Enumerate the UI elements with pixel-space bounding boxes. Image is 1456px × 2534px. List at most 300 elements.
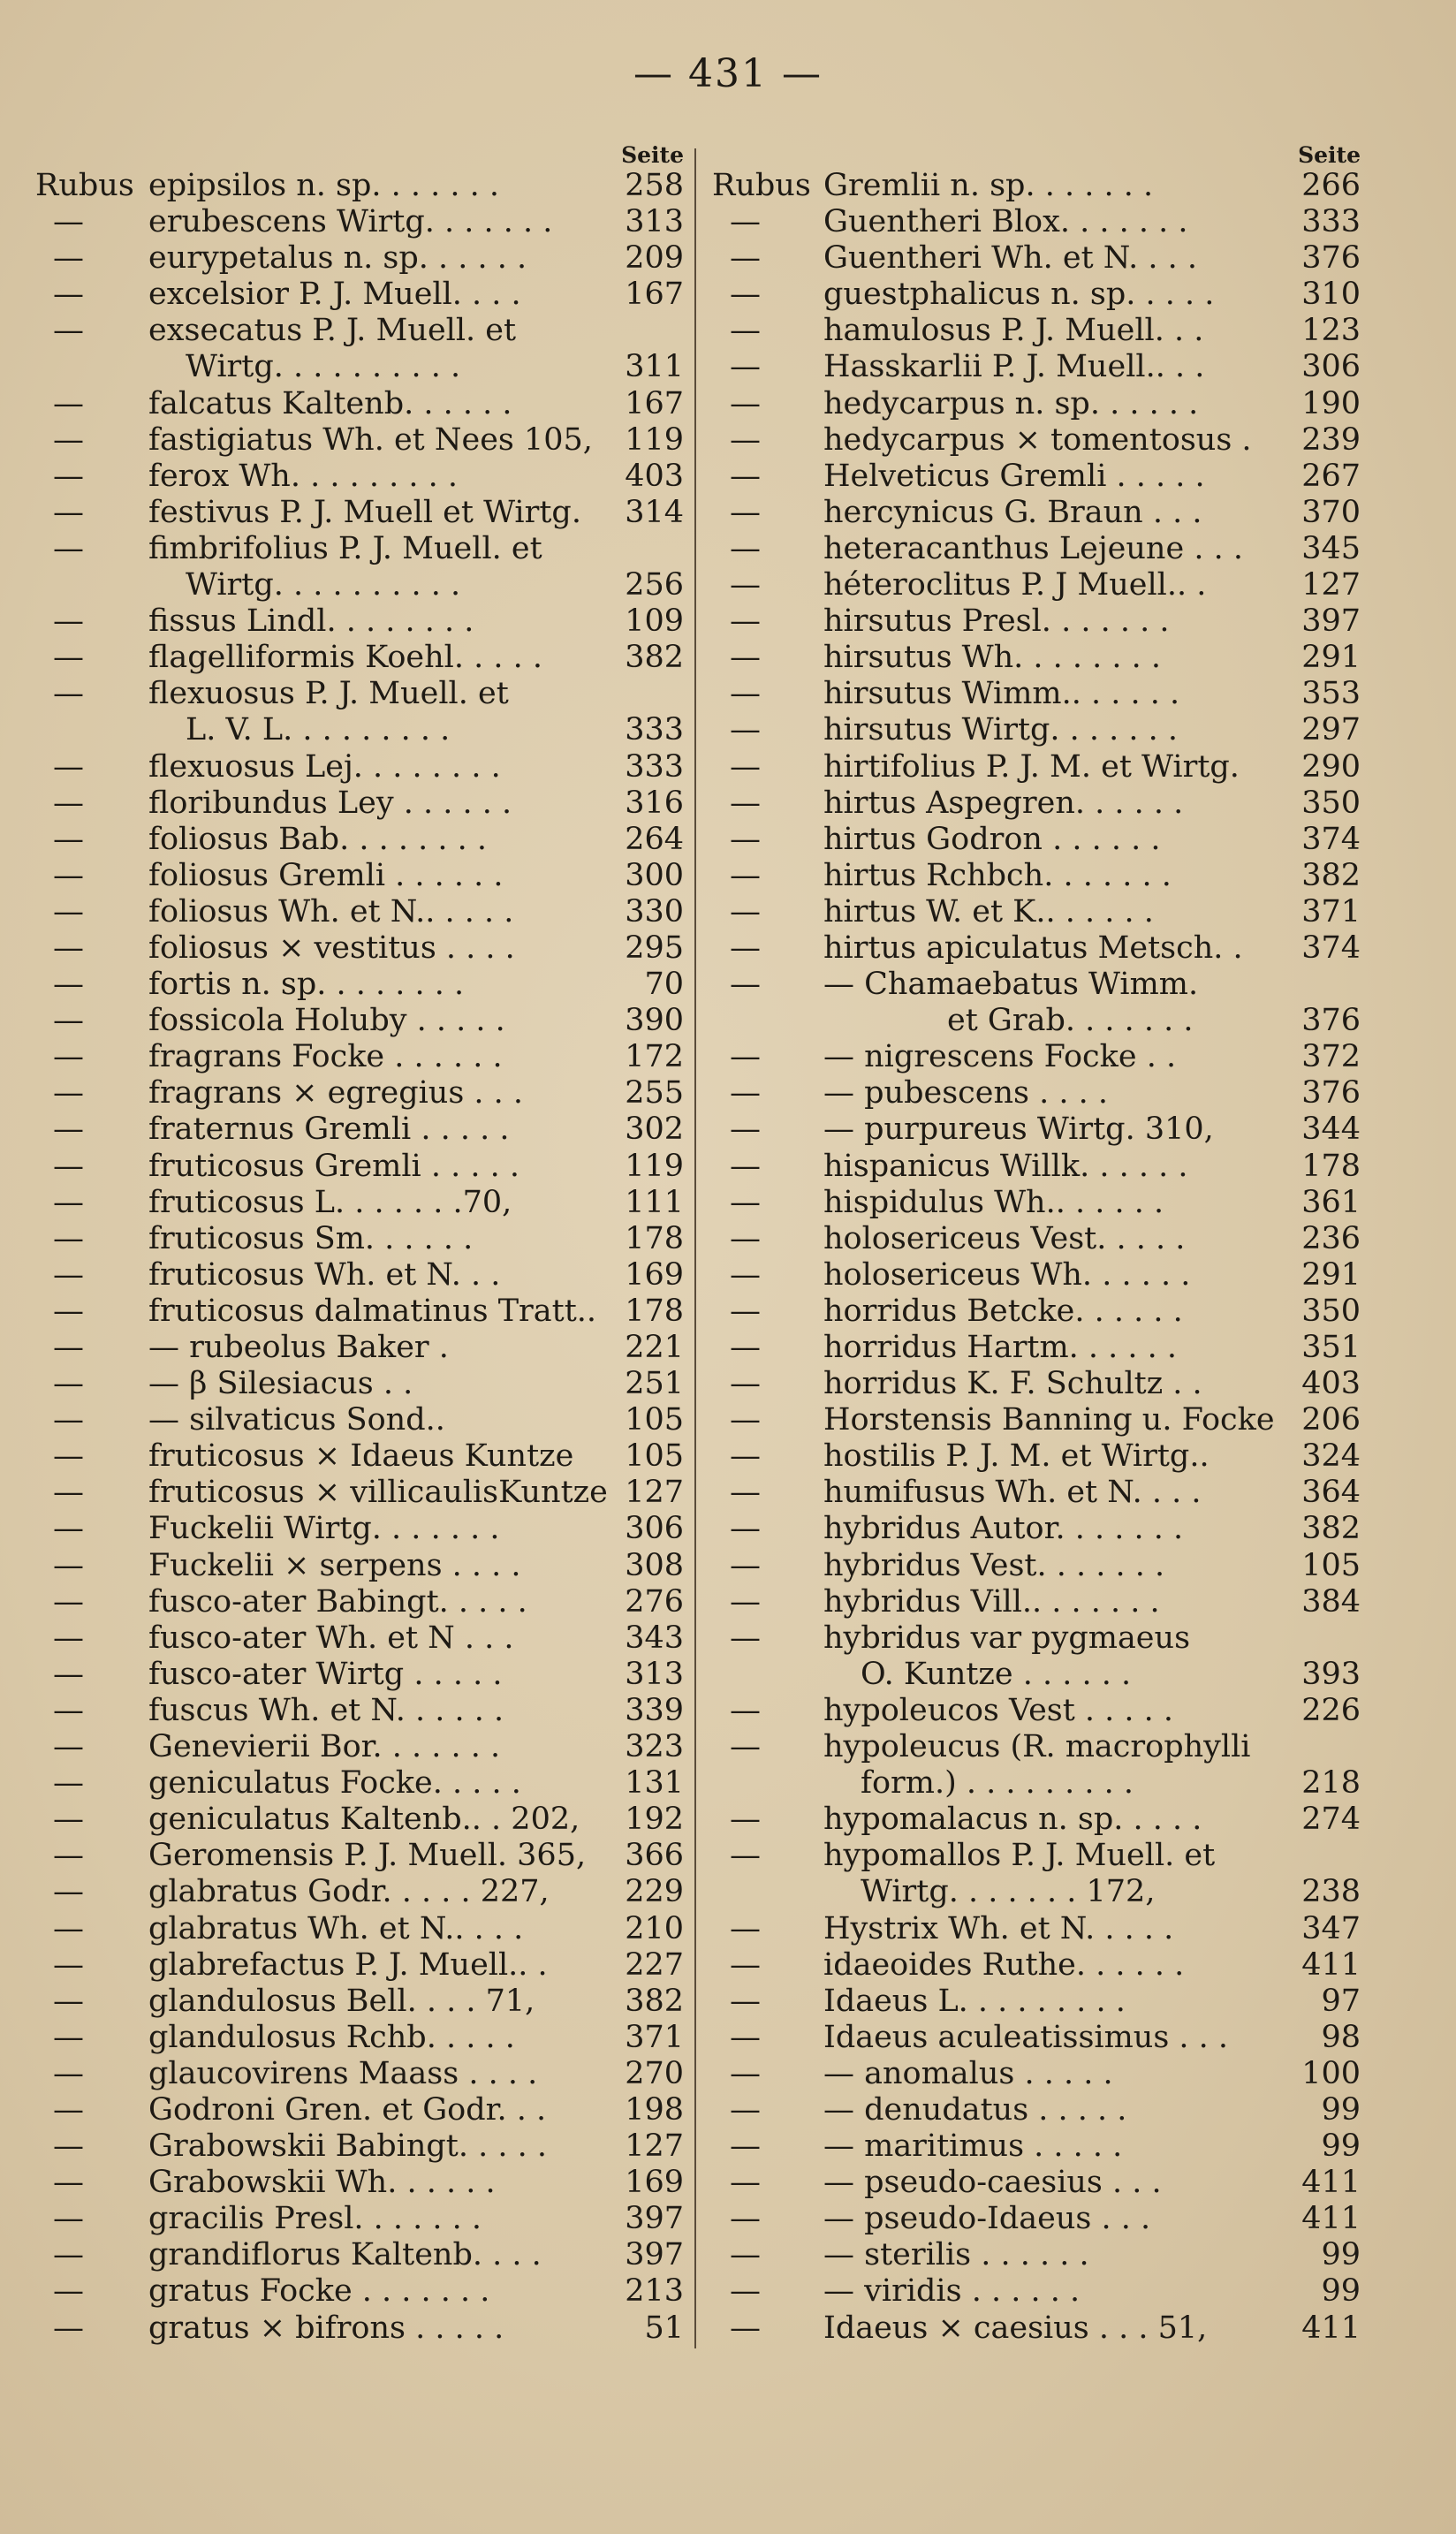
ditto-dash: — bbox=[53, 421, 84, 458]
index-entry bbox=[712, 204, 1366, 240]
ditto-dash: — bbox=[730, 1330, 761, 1365]
index-entry bbox=[712, 822, 1366, 858]
species-name: hirsutus Wimm.. . . . . . bbox=[823, 676, 1180, 712]
ditto-dash: — bbox=[730, 1583, 761, 1620]
species-name: hamulosus P. J. Muell. . . bbox=[823, 313, 1204, 349]
index-entry bbox=[35, 1802, 689, 1838]
index-entry bbox=[712, 1475, 1366, 1511]
index-entry bbox=[712, 785, 1366, 822]
page-reference: 310 bbox=[1301, 277, 1361, 313]
species-name: falcatus Kaltenb. . . . . . bbox=[148, 385, 512, 421]
ditto-dash: — bbox=[730, 1511, 761, 1547]
index-entry bbox=[35, 1693, 689, 1729]
species-name: fastigiatus Wh. et Nees 105, bbox=[148, 421, 593, 458]
genus-label: Rubus bbox=[35, 168, 134, 203]
species-name: Fuckelii × serpens . . . . bbox=[148, 1547, 521, 1583]
species-name: idaeoides Ruthe. . . . . . bbox=[823, 1946, 1185, 1983]
page-reference: 178 bbox=[625, 1293, 684, 1329]
species-name: Fuckelii Wirtg. . . . . . . bbox=[148, 1511, 500, 1547]
ditto-dash: — bbox=[730, 2128, 761, 2165]
index-entry bbox=[712, 1075, 1366, 1111]
page-reference: 370 bbox=[1301, 494, 1361, 530]
species-name: fruticosus × Idaeus Kuntze bbox=[148, 1438, 574, 1475]
ditto-dash: — bbox=[53, 893, 84, 929]
index-entry bbox=[712, 567, 1366, 603]
species-name: Idaeus aculeatissimus . . . bbox=[823, 2019, 1229, 2055]
index-entry bbox=[35, 1765, 689, 1802]
page-reference: 313 bbox=[625, 1656, 684, 1692]
species-name: hispanicus Willk. . . . . . bbox=[823, 1148, 1188, 1184]
index-entry bbox=[712, 240, 1366, 277]
ditto-dash: — bbox=[730, 893, 761, 929]
seite-header: Seite bbox=[1298, 142, 1361, 168]
page-reference: 376 bbox=[1301, 1075, 1361, 1111]
ditto-dash: — bbox=[730, 277, 761, 313]
species-name: fruticosus Wh. et N. . . bbox=[148, 1256, 501, 1293]
ditto-dash: — bbox=[730, 530, 761, 566]
page-reference: 403 bbox=[1301, 1366, 1361, 1402]
species-name: Genevierii Bor. . . . . . . bbox=[148, 1729, 501, 1765]
index-entry bbox=[712, 1620, 1366, 1657]
ditto-dash: — bbox=[730, 385, 761, 421]
ditto-dash: — bbox=[53, 1692, 84, 1728]
species-name: — purpureus Wirtg. 310, bbox=[823, 1111, 1214, 1148]
page-reference: 291 bbox=[1301, 1256, 1361, 1293]
page-reference: 330 bbox=[625, 893, 684, 929]
index-entry bbox=[712, 2020, 1366, 2056]
ditto-dash: — bbox=[53, 2165, 84, 2201]
page-reference: 393 bbox=[1301, 1656, 1361, 1692]
index-entry bbox=[712, 1838, 1366, 1874]
ditto-dash: — bbox=[730, 2310, 761, 2346]
page-reference: 251 bbox=[625, 1366, 684, 1402]
ditto-dash: — bbox=[730, 929, 761, 966]
page-reference: 308 bbox=[625, 1547, 684, 1583]
page-reference: 323 bbox=[625, 1729, 684, 1765]
species-name: — silvaticus Sond.. bbox=[148, 1402, 445, 1438]
species-name: hirtus W. et K.. . . . . . bbox=[823, 893, 1154, 929]
page-reference: 350 bbox=[1301, 1293, 1361, 1329]
page-reference: 98 bbox=[1321, 2019, 1361, 2055]
ditto-dash: — bbox=[53, 1220, 84, 1256]
page-reference: 111 bbox=[625, 1184, 684, 1220]
ditto-dash: — bbox=[53, 313, 84, 349]
species-name: flexuosus Lej. . . . . . . . bbox=[148, 748, 501, 785]
index-entry bbox=[712, 603, 1366, 640]
ditto-dash: — bbox=[730, 494, 761, 530]
page-reference: 167 bbox=[625, 385, 684, 421]
ditto-dash: — bbox=[53, 1293, 84, 1329]
species-name: erubescens Wirtg. . . . . . . bbox=[148, 204, 553, 240]
species-name: Gremlii n. sp. . . . . . . bbox=[823, 168, 1154, 203]
ditto-dash: — bbox=[730, 1184, 761, 1220]
index-entry bbox=[712, 1657, 1366, 1693]
ditto-dash: — bbox=[730, 640, 761, 676]
species-name: Horstensis Banning u. Focke bbox=[823, 1402, 1275, 1438]
ditto-dash: — bbox=[730, 2237, 761, 2273]
species-name: gratus Focke . . . . . . . bbox=[148, 2273, 490, 2310]
species-name: hypoleucus (R. macrophylli bbox=[823, 1729, 1251, 1765]
ditto-dash: — bbox=[730, 240, 761, 277]
page-reference: 178 bbox=[1301, 1148, 1361, 1184]
seite-header: Seite bbox=[621, 142, 684, 168]
ditto-dash: — bbox=[53, 2128, 84, 2165]
index-entry bbox=[35, 531, 689, 567]
ditto-dash: — bbox=[53, 967, 84, 1003]
species-name: hirsutus Wirtg. . . . . . . bbox=[823, 712, 1179, 748]
page-reference: 316 bbox=[625, 785, 684, 821]
page-reference: 306 bbox=[625, 1511, 684, 1547]
index-entry bbox=[35, 2273, 689, 2310]
page-reference: 411 bbox=[1301, 2165, 1361, 2201]
ditto-dash: — bbox=[730, 2165, 761, 2201]
page-reference: 311 bbox=[625, 349, 684, 385]
index-entry bbox=[712, 930, 1366, 967]
species-name: holosericeus Vest. . . . . bbox=[823, 1220, 1186, 1256]
ditto-dash: — bbox=[730, 1475, 761, 1511]
index-entry bbox=[712, 1729, 1366, 1765]
page-reference: 221 bbox=[625, 1330, 684, 1365]
index-entry bbox=[35, 2237, 689, 2273]
page-reference: 198 bbox=[625, 2091, 684, 2128]
index-entry bbox=[712, 2165, 1366, 2201]
ditto-dash: — bbox=[53, 494, 84, 530]
page-reference: 190 bbox=[1301, 385, 1361, 421]
species-name: — pseudo-Idaeus . . . bbox=[823, 2201, 1151, 2237]
ditto-dash: — bbox=[53, 2019, 84, 2055]
species-name: form.) . . . . . . . . . bbox=[861, 1765, 1134, 1802]
ditto-dash: — bbox=[53, 821, 84, 857]
page-reference: 347 bbox=[1301, 1910, 1361, 1946]
page-reference: 274 bbox=[1301, 1802, 1361, 1838]
page-reference: 372 bbox=[1301, 1039, 1361, 1075]
index-entry bbox=[712, 967, 1366, 1003]
index-entry bbox=[712, 349, 1366, 385]
ditto-dash: — bbox=[53, 277, 84, 313]
species-name: hybridus Vill.. . . . . . . bbox=[823, 1583, 1160, 1620]
ditto-dash: — bbox=[730, 1729, 761, 1765]
species-name: Godroni Gren. et Godr. . . bbox=[148, 2091, 547, 2128]
ditto-dash: — bbox=[53, 1438, 84, 1475]
species-name: floribundus Ley . . . . . . bbox=[148, 785, 512, 821]
ditto-dash: — bbox=[730, 567, 761, 603]
index-entry bbox=[35, 168, 689, 204]
species-name: Wirtg. . . . . . . 172, bbox=[861, 1874, 1156, 1910]
page-reference: 376 bbox=[1301, 1003, 1361, 1039]
index-entry bbox=[712, 1039, 1366, 1075]
species-name: hypomallos P. J. Muell. et bbox=[823, 1838, 1216, 1874]
page-reference: 374 bbox=[1301, 821, 1361, 857]
index-entry bbox=[712, 495, 1366, 531]
index-entry bbox=[35, 567, 689, 603]
species-name: hercynicus G. Braun . . . bbox=[823, 494, 1202, 530]
species-name: holosericeus Wh. . . . . . bbox=[823, 1256, 1191, 1293]
ditto-dash: — bbox=[730, 1111, 761, 1148]
index-entry bbox=[35, 676, 689, 712]
species-name: humifusus Wh. et N. . . . bbox=[823, 1475, 1202, 1511]
ditto-dash: — bbox=[53, 530, 84, 566]
ditto-dash: — bbox=[53, 1475, 84, 1511]
species-name: foliosus × vestitus . . . . bbox=[148, 929, 515, 966]
index-entry bbox=[35, 712, 689, 748]
index-entry bbox=[712, 1947, 1366, 1984]
species-name: fuscus Wh. et N. . . . . . bbox=[148, 1692, 504, 1728]
species-name: — β Silesiacus . . bbox=[148, 1366, 413, 1402]
index-entry bbox=[712, 2273, 1366, 2310]
index-entry bbox=[35, 1620, 689, 1657]
species-name: glabrefactus P. J. Muell.. . bbox=[148, 1946, 548, 1983]
index-entry bbox=[712, 1765, 1366, 1802]
species-name: foliosus Wh. et N.. . . . . bbox=[148, 893, 514, 929]
ditto-dash: — bbox=[730, 458, 761, 494]
species-name: guestphalicus n. sp. . . . . bbox=[823, 277, 1215, 313]
index-entry bbox=[712, 2092, 1366, 2128]
species-name: glabratus Wh. et N.. . . . bbox=[148, 1910, 524, 1946]
index-entry bbox=[712, 640, 1366, 676]
page-reference: 167 bbox=[625, 277, 684, 313]
species-name: fruticosus L. . . . . . .70, bbox=[148, 1184, 512, 1220]
page-reference: 313 bbox=[625, 204, 684, 240]
page-reference: 169 bbox=[625, 1256, 684, 1293]
index-entry bbox=[35, 2092, 689, 2128]
ditto-dash: — bbox=[730, 785, 761, 821]
species-name: hirtus Aspegren. . . . . . bbox=[823, 785, 1184, 821]
ditto-dash: — bbox=[53, 1075, 84, 1111]
page-reference: 105 bbox=[625, 1438, 684, 1475]
index-entry bbox=[712, 1185, 1366, 1221]
page-reference: 236 bbox=[1301, 1220, 1361, 1256]
ditto-dash: — bbox=[53, 1620, 84, 1656]
species-name: grandiflorus Kaltenb. . . . bbox=[148, 2237, 542, 2273]
page-reference: 119 bbox=[625, 1148, 684, 1184]
ditto-dash: — bbox=[53, 1366, 84, 1402]
index-column-right bbox=[712, 143, 1366, 2347]
index-entry bbox=[35, 1911, 689, 1947]
index-entry bbox=[35, 640, 689, 676]
species-name: fragrans Focke . . . . . . bbox=[148, 1039, 503, 1075]
index-entry bbox=[712, 1003, 1366, 1039]
ditto-dash: — bbox=[53, 1802, 84, 1838]
ditto-dash: — bbox=[53, 1874, 84, 1910]
species-name: — denudatus . . . . . bbox=[823, 2091, 1127, 2128]
species-name: hirsutus Presl. . . . . . . bbox=[823, 603, 1170, 640]
species-name: Idaeus L. . . . . . . . . bbox=[823, 1983, 1126, 2019]
ditto-dash: — bbox=[730, 204, 761, 240]
index-entry bbox=[35, 422, 689, 459]
page-reference: 333 bbox=[625, 748, 684, 785]
page-reference: 403 bbox=[625, 458, 684, 494]
page-reference: 353 bbox=[1301, 676, 1361, 712]
species-name: glandulosus Rchb. . . . . bbox=[148, 2019, 515, 2055]
index-entry bbox=[35, 1475, 689, 1511]
species-name: hirtus Rchbch. . . . . . . bbox=[823, 857, 1172, 893]
page-reference: 105 bbox=[625, 1402, 684, 1438]
species-name: fissus Lindl. . . . . . . . bbox=[148, 603, 474, 640]
page-reference: 51 bbox=[644, 2310, 684, 2346]
index-entry bbox=[35, 495, 689, 531]
index-entry bbox=[712, 2237, 1366, 2273]
index-entry bbox=[35, 2020, 689, 2056]
index-entry bbox=[35, 459, 689, 495]
species-name: — pseudo-caesius . . . bbox=[823, 2165, 1162, 2201]
page-reference: 267 bbox=[1301, 458, 1361, 494]
index-entry bbox=[712, 459, 1366, 495]
index-entry bbox=[35, 1584, 689, 1620]
index-entry bbox=[35, 1185, 689, 1221]
ditto-dash: — bbox=[730, 1547, 761, 1583]
species-name: exsecatus P. J. Muell. et bbox=[148, 313, 517, 349]
ditto-dash: — bbox=[53, 1983, 84, 2019]
index-entry bbox=[35, 1003, 689, 1039]
ditto-dash: — bbox=[730, 1692, 761, 1728]
species-name: hybridus Autor. . . . . . . bbox=[823, 1511, 1184, 1547]
index-column-left bbox=[35, 143, 689, 2347]
index-entry bbox=[712, 2310, 1366, 2347]
page-reference: 361 bbox=[1301, 1184, 1361, 1220]
index-entry bbox=[35, 1221, 689, 1257]
species-name: fruticosus Sm. . . . . . bbox=[148, 1220, 474, 1256]
species-name: fraternus Gremli . . . . . bbox=[148, 1111, 510, 1148]
page-reference: 131 bbox=[625, 1765, 684, 1802]
species-name: fruticosus Gremli . . . . . bbox=[148, 1148, 519, 1184]
ditto-dash: — bbox=[730, 1402, 761, 1438]
index-entry bbox=[35, 240, 689, 277]
page-reference: 226 bbox=[1301, 1692, 1361, 1728]
page-reference: 264 bbox=[625, 821, 684, 857]
species-name: glandulosus Bell. . . . 71, bbox=[148, 1983, 535, 2019]
index-entry bbox=[35, 277, 689, 313]
page-reference: 291 bbox=[1301, 640, 1361, 676]
ditto-dash: — bbox=[730, 313, 761, 349]
species-name: O. Kuntze . . . . . . bbox=[861, 1656, 1132, 1692]
ditto-dash: — bbox=[730, 1620, 761, 1656]
page-reference: 306 bbox=[1301, 349, 1361, 385]
index-entry bbox=[712, 277, 1366, 313]
species-name: fusco-ater Wh. et N . . . bbox=[148, 1620, 514, 1656]
index-entry bbox=[35, 1149, 689, 1185]
index-entry bbox=[35, 1366, 689, 1402]
index-entry bbox=[712, 1548, 1366, 1584]
species-name: héteroclitus P. J Muell.. . bbox=[823, 567, 1207, 603]
page-reference: 371 bbox=[1301, 893, 1361, 929]
index-entry bbox=[35, 386, 689, 422]
page-reference: 343 bbox=[625, 1620, 684, 1656]
ditto-dash: — bbox=[53, 1039, 84, 1075]
ditto-dash: — bbox=[730, 857, 761, 893]
ditto-dash: — bbox=[53, 1256, 84, 1293]
page-reference: 70 bbox=[644, 967, 684, 1003]
index-entry bbox=[35, 1729, 689, 1765]
index-entry bbox=[35, 2201, 689, 2237]
page-reference: 376 bbox=[1301, 240, 1361, 277]
index-entry bbox=[35, 1257, 689, 1294]
ditto-dash: — bbox=[53, 2091, 84, 2128]
species-name: fusco-ater Babingt. . . . . bbox=[148, 1583, 527, 1620]
index-entry bbox=[712, 1438, 1366, 1475]
ditto-dash: — bbox=[53, 1765, 84, 1802]
ditto-dash: — bbox=[53, 748, 84, 785]
index-entry bbox=[35, 2310, 689, 2347]
page-reference: 397 bbox=[625, 2201, 684, 2237]
index-entry bbox=[35, 967, 689, 1003]
index-entry bbox=[35, 2128, 689, 2165]
index-entry bbox=[712, 2056, 1366, 2092]
page-reference: 397 bbox=[1301, 603, 1361, 640]
page-number: — 431 — bbox=[633, 51, 823, 96]
ditto-dash: — bbox=[53, 1330, 84, 1365]
index-entry bbox=[712, 1366, 1366, 1402]
page-reference: 97 bbox=[1321, 1983, 1361, 2019]
species-name: — anomalus . . . . . bbox=[823, 2055, 1113, 2091]
ditto-dash: — bbox=[53, 1838, 84, 1874]
ditto-dash: — bbox=[730, 1910, 761, 1946]
species-name: horridus K. F. Schultz . . bbox=[823, 1366, 1202, 1402]
ditto-dash: — bbox=[53, 1148, 84, 1184]
ditto-dash: — bbox=[53, 1511, 84, 1547]
index-entry bbox=[35, 1294, 689, 1330]
index-entry bbox=[35, 1438, 689, 1475]
species-name: hybridus var pygmaeus bbox=[823, 1620, 1191, 1656]
page-reference: 123 bbox=[1301, 313, 1361, 349]
index-entry bbox=[712, 1584, 1366, 1620]
species-name: L. V. L. . . . . . . . . bbox=[186, 712, 451, 748]
species-name: — viridis . . . . . . bbox=[823, 2273, 1081, 2310]
page-reference: 169 bbox=[625, 2165, 684, 2201]
species-name: hypomalacus n. sp. . . . . bbox=[823, 1802, 1202, 1838]
species-name: hybridus Vest. . . . . . . bbox=[823, 1547, 1165, 1583]
index-entry bbox=[35, 1657, 689, 1693]
ditto-dash: — bbox=[53, 1184, 84, 1220]
ditto-dash: — bbox=[730, 1220, 761, 1256]
ditto-dash: — bbox=[730, 676, 761, 712]
index-entry bbox=[35, 785, 689, 822]
ditto-dash: — bbox=[730, 2055, 761, 2091]
page-reference: 295 bbox=[625, 929, 684, 966]
page-reference: 350 bbox=[1301, 785, 1361, 821]
species-name: flagelliformis Koehl. . . . . bbox=[148, 640, 542, 676]
page-reference: 397 bbox=[625, 2237, 684, 2273]
page-reference: 229 bbox=[625, 1874, 684, 1910]
index-entry bbox=[35, 930, 689, 967]
index-entry bbox=[35, 2165, 689, 2201]
species-name: gratus × bifrons . . . . . bbox=[148, 2310, 504, 2346]
page-reference: 314 bbox=[625, 494, 684, 530]
species-name: hirtifolius P. J. M. et Wirtg. bbox=[823, 748, 1240, 785]
species-name: — pubescens . . . . bbox=[823, 1075, 1108, 1111]
species-name: ferox Wh. . . . . . . . . bbox=[148, 458, 458, 494]
species-name: et Grab. . . . . . . bbox=[947, 1003, 1194, 1039]
ditto-dash: — bbox=[730, 1438, 761, 1475]
page-reference: 210 bbox=[625, 1910, 684, 1946]
ditto-dash: — bbox=[53, 458, 84, 494]
ditto-dash: — bbox=[53, 2237, 84, 2273]
ditto-dash: — bbox=[53, 929, 84, 966]
index-entry bbox=[35, 1874, 689, 1910]
page-reference: 300 bbox=[625, 857, 684, 893]
index-entry bbox=[35, 822, 689, 858]
page-reference: 366 bbox=[625, 1838, 684, 1874]
species-name: epipsilos n. sp. . . . . . . bbox=[148, 168, 500, 203]
index-entry bbox=[712, 1802, 1366, 1838]
ditto-dash: — bbox=[730, 349, 761, 385]
ditto-dash: — bbox=[730, 421, 761, 458]
page-reference: 266 bbox=[1301, 168, 1361, 203]
ditto-dash: — bbox=[730, 1983, 761, 2019]
species-name: Idaeus × caesius . . . 51, bbox=[823, 2310, 1208, 2346]
index-entry bbox=[712, 1511, 1366, 1547]
ditto-dash: — bbox=[53, 857, 84, 893]
page-reference: 382 bbox=[1301, 1511, 1361, 1547]
